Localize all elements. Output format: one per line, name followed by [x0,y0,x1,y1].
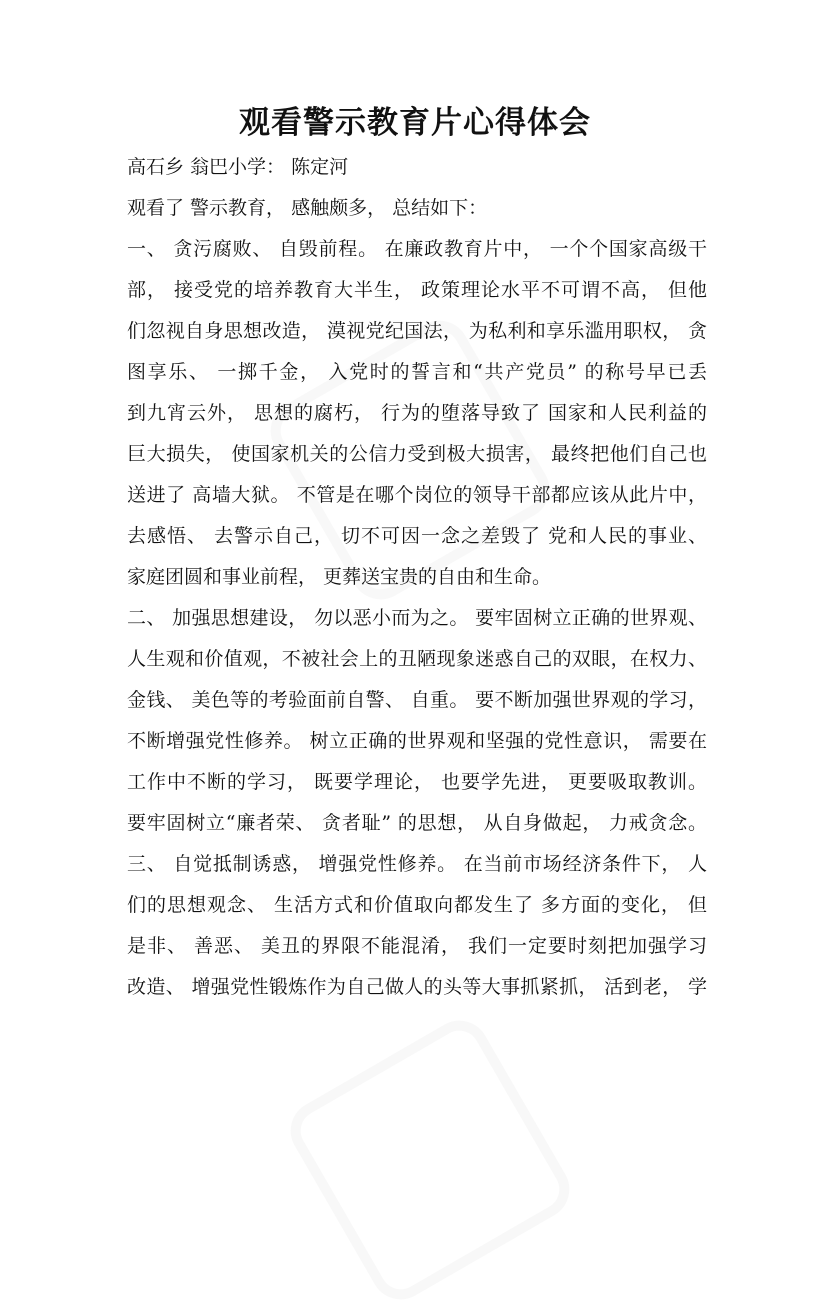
paragraph-line: 要牢固树立“廉者荣、 贪者耻” 的思想， 从自身做起， 力戒贪念。 [127,812,707,834]
paragraph-line: 部， 接受党的培养教育大半生， 政策理论水平不可谓不高， 但他 [127,279,707,301]
paragraph-line: 一、 贪污腐败、 自毁前程。 在廉政教育片中， 一个个国家高级干 [127,238,707,260]
document-body [127,147,707,1008]
paragraph-line: 观看了 警示教育， 感触颇多， 总结如下： [127,197,488,219]
paragraph-line: 改造、 增强党性锻炼作为自己做人的头等大事抓紧抓， 活到老， 学 [127,976,707,998]
paragraph-line: 巨大损失， 使国家机关的公信力受到极大损害， 最终把他们自己也 [127,443,707,465]
paragraph-line: 图享乐、 一掷千金， 入党时的誓言和“共产党员” 的称号早已丢 [127,361,707,383]
paragraph-line: 们的思想观念、 生活方式和价值取向都发生了 多方面的变化， 但 [127,894,707,916]
paragraph-line: 们忽视自身思想改造， 漠视党纪国法， 为私利和享乐滥用职权， 贪 [127,320,707,342]
paragraph-line: 工作中不断的学习， 既要学理论， 也要学先进， 更要吸取教训。 [127,771,707,793]
paragraph-line: 三、 自觉抵制诱惑， 增强党性修养。 在当前市场经济条件下， 人 [127,853,707,875]
author-line: 高石乡 翁巴小学： 陈定河 [127,156,349,178]
paragraph-line: 到九宵云外， 思想的腐朽， 行为的堕落导致了 国家和人民利益的 [127,402,707,424]
paragraph-line: 去感悟、 去警示自己， 切不可因一念之差毁了 党和人民的事业、 [127,525,707,547]
page-title: 观看警示教育片心得体会 [239,105,591,141]
paragraph-line: 不断增强党性修养。 树立正确的世界观和坚强的党性意识， 需要在 [127,730,707,752]
paragraph-line: 人生观和价值观，不被社会上的丑陋现象迷惑自己的双眼，在权力、 [127,648,707,670]
paragraph-line: 送进了 高墙大狱。 不管是在哪个岗位的领导干部都应该从此片中， [127,484,707,506]
paragraph-line: 是非、 善恶、 美丑的界限不能混淆， 我们一定要时刻把加强学习 [127,935,707,957]
paragraph-line: 二、 加强思想建设， 勿以恶小而为之。 要牢固树立正确的世界观、 [127,607,707,629]
watermark-logo-bottom [280,1010,581,1310]
paragraph-line: 金钱、 美色等的考验面前自警、 自重。 要不断加强世界观的学习， [127,689,707,711]
paragraph-line: 家庭团圆和事业前程， 更葬送宝贵的自由和生命。 [127,566,552,588]
